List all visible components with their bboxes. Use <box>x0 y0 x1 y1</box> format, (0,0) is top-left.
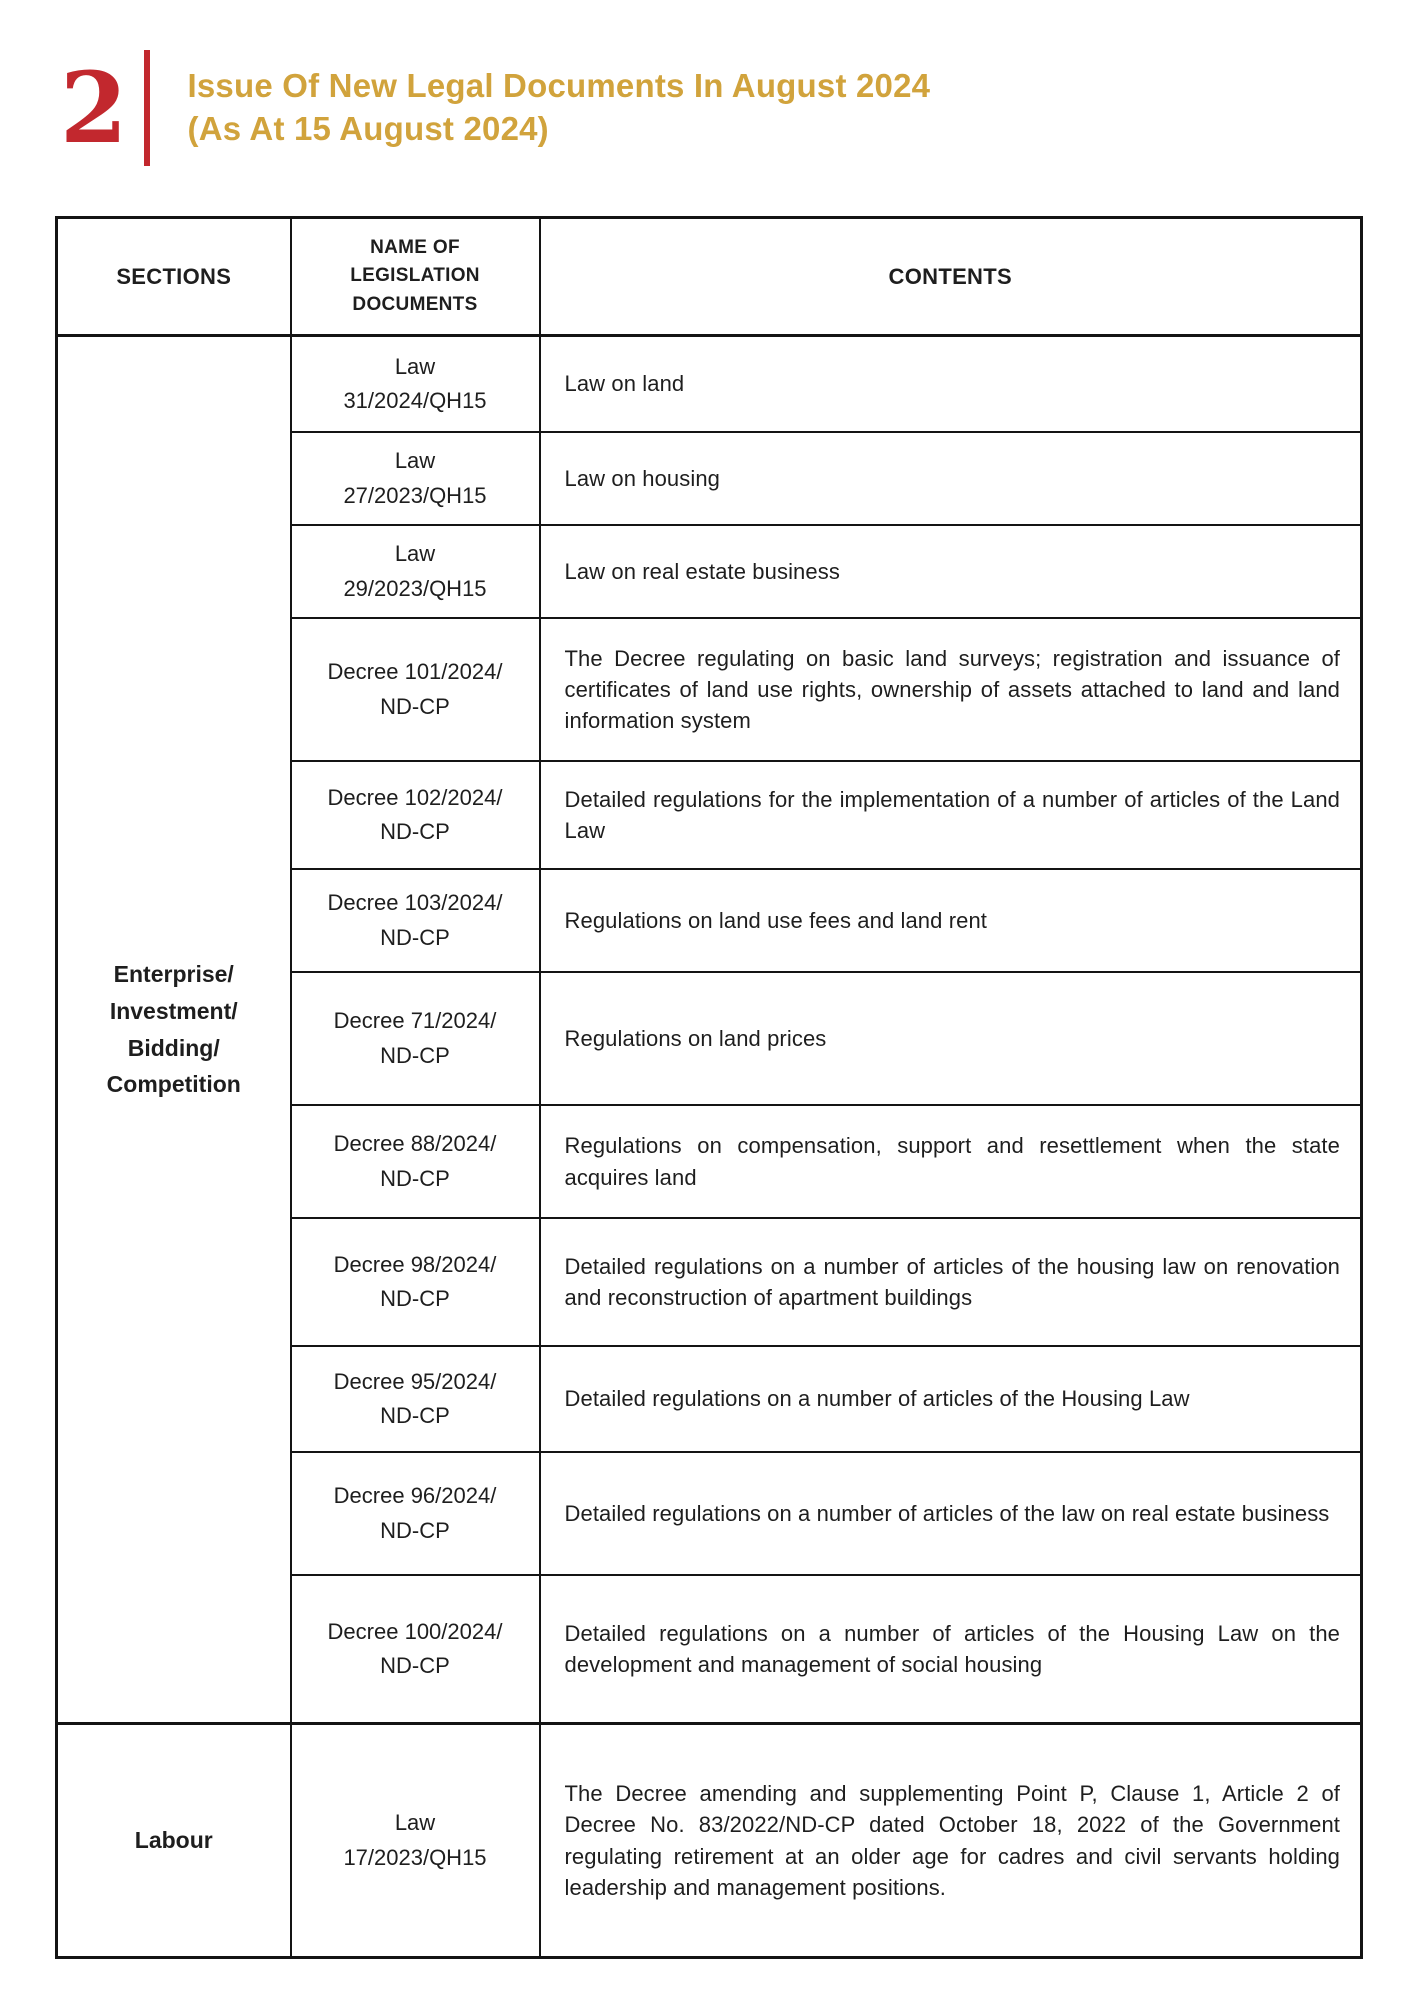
section-label-line: Bidding/ <box>127 1034 220 1061</box>
document-name-line: Decree 101/2024/ <box>327 659 503 685</box>
document-name-line: Decree 103/2024/ <box>327 890 503 916</box>
table-header-row <box>57 218 1362 336</box>
content-paragraph: Regulations on land prices <box>564 1025 827 1051</box>
section-label-line: Labour <box>134 1827 213 1854</box>
legislation-document-name <box>291 432 540 525</box>
legislation-document-name <box>291 1452 540 1575</box>
legislation-document-name <box>291 1105 540 1218</box>
document-name-line: Decree 95/2024/ <box>333 1368 497 1394</box>
document-name-line: Law <box>394 1810 436 1836</box>
legislation-document-name <box>291 869 540 972</box>
content-paragraph: Detailed regulations on a number of articles of the Housing Law <box>564 1386 1190 1412</box>
document-name-line: Decree 102/2024/ <box>327 784 503 810</box>
legislation-document-name <box>291 1575 540 1724</box>
content-paragraph: Regulations on land use fees and land rent <box>564 907 988 933</box>
page-title-line1: Issue Of New Legal Documents In August 2024 <box>187 67 931 105</box>
column-header-contents: CONTENTS <box>540 218 1362 336</box>
content-cell <box>540 1105 1362 1218</box>
document-name-line: Decree 88/2024/ <box>333 1131 497 1157</box>
header-divider-bar <box>144 50 150 166</box>
document-name-line: ND-CP <box>380 1286 450 1311</box>
content-cell <box>540 1724 1362 1958</box>
content-paragraph: The Decree amending and supplementing Point P, Clause 1, Article 2 of Decree No. 83/2022/ND-CP dated October 18, 2022 of the Government regulating retirement at an older age for cadres and civil servants holding leadership and management positions. <box>564 1781 1340 1900</box>
content-paragraph: Detailed regulations on a number of articles of the law on real estate business <box>564 1500 1330 1526</box>
content-paragraph: Detailed regulations on a number of articles of the Housing Law on the development and management of social housing <box>564 1620 1340 1677</box>
page-title-line2: (As At 15 August 2024) <box>187 110 549 147</box>
legislation-document-name <box>291 618 540 761</box>
content-cell <box>540 618 1362 761</box>
content-cell <box>540 1218 1362 1346</box>
content-paragraph: Law on land <box>564 371 685 397</box>
document-name-line: Decree 96/2024/ <box>333 1483 497 1509</box>
content-paragraph: Detailed regulations on a number of articles of the housing law on renovation and reconstruction of apartment buildings <box>564 1253 1340 1310</box>
document-name-line: ND-CP <box>380 1042 450 1068</box>
legislation-document-name <box>291 1346 540 1452</box>
content-cell <box>540 972 1362 1105</box>
content-cell <box>540 761 1362 869</box>
document-name-line: Law <box>394 353 436 379</box>
section-label <box>57 1724 291 1958</box>
content-cell <box>540 525 1362 618</box>
content-cell <box>540 336 1362 433</box>
table-row <box>57 336 1362 433</box>
document-name-line: Law <box>394 448 436 474</box>
section-label <box>57 336 291 1724</box>
document-name-line: 27/2023/QH15 <box>343 482 487 508</box>
content-cell <box>540 1575 1362 1724</box>
content-cell <box>540 1346 1362 1452</box>
document-name-line: Law <box>394 541 436 567</box>
legislation-document-name <box>291 525 540 618</box>
page-title <box>188 65 931 151</box>
document-name-line: ND-CP <box>380 1165 450 1191</box>
document-name-line: Decree 98/2024/ <box>333 1251 497 1277</box>
document-name-line: 29/2023/QH15 <box>343 575 487 601</box>
section-label-line: Competition <box>106 1071 241 1098</box>
document-name-line: ND-CP <box>380 819 450 844</box>
document-name-line: ND-CP <box>380 1403 450 1428</box>
section-number: 2 <box>60 50 128 165</box>
content-paragraph: Law on real estate business <box>564 558 840 584</box>
content-paragraph: The Decree regulating on basic land surveys; registration and issuance of certificates of land use rights, ownership of assets attached to land and land information system <box>564 645 1340 734</box>
legislation-document-name <box>291 761 540 869</box>
document-name-line: ND-CP <box>380 1517 450 1543</box>
legal-documents-table <box>55 216 1363 1959</box>
legislation-document-name <box>291 1218 540 1346</box>
document-name-line: 17/2023/QH15 <box>343 1844 487 1870</box>
document-name-line: 31/2024/QH15 <box>343 388 487 413</box>
content-cell <box>540 1452 1362 1575</box>
document-name-line: ND-CP <box>380 924 450 950</box>
content-paragraph: Detailed regulations for the implementation of a number of articles of the Land Law <box>564 786 1340 843</box>
document-name-line: Decree 100/2024/ <box>327 1618 503 1644</box>
content-cell <box>540 869 1362 972</box>
section-label-line: Enterprise/ <box>113 960 234 987</box>
column-header-legislation-name <box>291 218 540 336</box>
content-cell <box>540 432 1362 525</box>
column-header-sections: SECTIONS <box>57 218 291 336</box>
document-name-line: ND-CP <box>380 1653 450 1678</box>
legislation-document-name <box>291 972 540 1105</box>
section-label-line: Investment/ <box>109 997 238 1024</box>
legislation-document-name <box>291 1724 540 1958</box>
document-name-line: ND-CP <box>380 693 450 719</box>
content-paragraph: Regulations on compensation, support and resettlement when the state acquires land <box>564 1133 1340 1190</box>
document-header <box>60 50 1414 166</box>
legislation-document-name <box>291 336 540 433</box>
column-header-legislation-name-text: NAME OF LEGISLATION DOCUMENTS <box>350 236 480 315</box>
table-row <box>57 1724 1362 1958</box>
content-paragraph: Law on housing <box>564 465 721 491</box>
document-name-line: Decree 71/2024/ <box>333 1008 497 1034</box>
